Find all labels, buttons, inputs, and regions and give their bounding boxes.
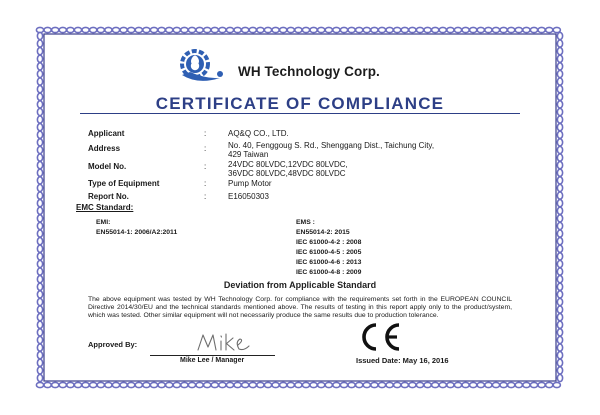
border-link xyxy=(557,139,562,146)
border-link xyxy=(264,382,271,387)
border-link xyxy=(295,382,302,387)
border-link xyxy=(401,382,408,387)
gear-drop-logo-icon xyxy=(176,45,242,83)
border-link xyxy=(234,382,241,387)
border-link xyxy=(333,382,340,387)
border-link xyxy=(477,382,484,387)
border-link xyxy=(318,382,325,387)
border-link xyxy=(454,27,461,32)
border-link xyxy=(204,382,211,387)
border-link xyxy=(557,215,562,222)
border-link xyxy=(37,32,42,39)
border-link xyxy=(348,27,355,32)
border-link xyxy=(37,222,42,229)
signature-text: Mike xyxy=(194,330,197,331)
border-link xyxy=(302,382,309,387)
deviation-heading: Deviation from Applicable Standard xyxy=(223,280,377,290)
border-link xyxy=(74,27,81,32)
border-link xyxy=(37,139,42,146)
border-chain-top xyxy=(36,27,560,32)
border-link xyxy=(557,78,562,85)
border-link xyxy=(302,27,309,32)
border-link xyxy=(37,169,42,176)
border-link xyxy=(112,382,119,387)
border-link xyxy=(557,367,562,374)
border-link xyxy=(318,27,325,32)
border-link xyxy=(557,336,562,343)
border-link xyxy=(90,382,97,387)
border-link xyxy=(557,55,562,62)
border-link xyxy=(557,298,562,305)
ce-mark-text: CE xyxy=(356,322,358,323)
border-link xyxy=(37,184,42,191)
border-link xyxy=(37,230,42,237)
border-link xyxy=(37,291,42,298)
border-link xyxy=(196,27,203,32)
border-link xyxy=(470,382,477,387)
border-link xyxy=(181,27,188,32)
border-link xyxy=(97,27,104,32)
border-link xyxy=(166,27,173,32)
border-link xyxy=(226,27,233,32)
border-link xyxy=(37,268,42,275)
border-link xyxy=(557,70,562,77)
signer-name: Mike Lee / Manager xyxy=(180,357,245,364)
border-link xyxy=(120,27,127,32)
border-link xyxy=(52,27,59,32)
border-link xyxy=(37,298,42,305)
border-link xyxy=(409,382,416,387)
border-link xyxy=(416,27,423,32)
ems-standard: IEC 61000-4-8 : 2009 xyxy=(296,269,362,276)
border-link xyxy=(439,382,446,387)
border-link xyxy=(557,116,562,123)
border-link xyxy=(530,27,537,32)
border-link xyxy=(462,382,469,387)
border-link xyxy=(394,27,401,32)
border-link xyxy=(492,382,499,387)
border-link xyxy=(340,382,347,387)
border-link xyxy=(44,27,51,32)
title-underline xyxy=(80,113,520,114)
border-link xyxy=(447,382,454,387)
border-link xyxy=(112,27,119,32)
border-link xyxy=(557,344,562,351)
border-link xyxy=(295,27,302,32)
border-link xyxy=(492,27,499,32)
border-link xyxy=(257,382,264,387)
emc-standard-heading: EMC Standard: xyxy=(76,203,134,212)
border-link xyxy=(36,382,43,387)
border-link xyxy=(97,382,104,387)
border-link xyxy=(37,238,42,245)
applicant-colon: : xyxy=(204,129,207,138)
border-link xyxy=(280,27,287,32)
border-link xyxy=(557,374,562,381)
border-link xyxy=(439,27,446,32)
border-link xyxy=(348,382,355,387)
border-link xyxy=(557,146,562,153)
border-link xyxy=(310,382,317,387)
border-link xyxy=(557,154,562,161)
border-link xyxy=(287,382,294,387)
border-link xyxy=(363,382,370,387)
border-link xyxy=(557,321,562,328)
border-link xyxy=(371,382,378,387)
border-link xyxy=(462,27,469,32)
border-link xyxy=(37,352,42,359)
border-link xyxy=(356,382,363,387)
border-link xyxy=(447,27,454,32)
border-link xyxy=(557,207,562,214)
border-link xyxy=(37,306,42,313)
border-link xyxy=(211,382,218,387)
border-link xyxy=(37,162,42,169)
border-link xyxy=(557,352,562,359)
border-link xyxy=(249,27,256,32)
border-link xyxy=(242,27,249,32)
ems-standard: IEC 61000-4-5 : 2005 xyxy=(296,249,362,256)
emi-standard: EN55014-1: 2006/A2:2011 xyxy=(96,229,178,236)
border-link xyxy=(59,382,66,387)
border-link xyxy=(37,321,42,328)
border-link xyxy=(500,27,507,32)
certificate-title: CERTIFICATE OF COMPLIANCE xyxy=(155,94,445,113)
border-link xyxy=(470,27,477,32)
border-link xyxy=(424,27,431,32)
border-chain-left xyxy=(37,32,42,381)
border-link xyxy=(557,184,562,191)
border-link xyxy=(557,124,562,131)
border-link xyxy=(557,291,562,298)
border-link xyxy=(188,27,195,32)
border-link xyxy=(37,70,42,77)
border-link xyxy=(557,177,562,184)
border-link xyxy=(546,27,553,32)
border-link xyxy=(485,382,492,387)
issued-date: Issued Date: May 16, 2016 xyxy=(356,356,449,365)
border-link xyxy=(37,374,42,381)
border-link xyxy=(37,359,42,366)
border-link xyxy=(557,131,562,138)
border-link xyxy=(37,215,42,222)
border-link xyxy=(546,382,553,387)
address-colon: : xyxy=(204,144,207,153)
border-link xyxy=(557,268,562,275)
border-link xyxy=(272,27,279,32)
border-link xyxy=(37,116,42,123)
approved-by-label: Approved By: xyxy=(88,340,138,349)
ems-standard: IEC 61000-4-2 : 2008 xyxy=(296,239,362,246)
ems-standard: EN55014-2: 2015 xyxy=(296,229,350,236)
applicant-label: Applicant xyxy=(88,129,125,138)
ems-standard: IEC 61000-4-6 : 2013 xyxy=(296,259,362,266)
border-link xyxy=(37,55,42,62)
border-link xyxy=(386,27,393,32)
border-link xyxy=(37,146,42,153)
border-link xyxy=(173,27,180,32)
border-link xyxy=(325,382,332,387)
border-link xyxy=(37,200,42,207)
border-link xyxy=(67,27,74,32)
border-link xyxy=(557,238,562,245)
border-link xyxy=(44,382,51,387)
border-link xyxy=(37,86,42,93)
border-link xyxy=(557,40,562,47)
equipment-colon: : xyxy=(204,179,207,188)
border-link xyxy=(181,382,188,387)
border-link xyxy=(557,329,562,336)
border-link xyxy=(37,48,42,55)
border-link xyxy=(59,27,66,32)
address-value-line1: No. 40, Fenggoug S. Rd., Shenggang Dist., Taichung City, xyxy=(228,141,435,150)
report-label: Report No. xyxy=(88,192,129,201)
applicant-value: AQ&Q CO., LTD. xyxy=(228,129,289,138)
border-link xyxy=(401,27,408,32)
border-link xyxy=(82,382,89,387)
border-link xyxy=(515,382,522,387)
border-link xyxy=(416,382,423,387)
border-link xyxy=(557,162,562,169)
model-value-line1: 24VDC 80LVDC,12VDC 80LVDC, xyxy=(228,160,348,169)
border-link xyxy=(340,27,347,32)
border-link xyxy=(378,27,385,32)
border-link xyxy=(409,27,416,32)
border-chain-right xyxy=(557,32,562,381)
model-value-line2: 36VDC 80LVDC,48VDC 80LVDC xyxy=(228,169,346,178)
border-link xyxy=(204,27,211,32)
address-value-line2: 429 Taiwan xyxy=(228,150,269,159)
border-link xyxy=(333,27,340,32)
border-link xyxy=(264,27,271,32)
border-link xyxy=(143,382,150,387)
border-link xyxy=(538,27,545,32)
border-link xyxy=(188,382,195,387)
border-link xyxy=(477,27,484,32)
border-link xyxy=(508,27,515,32)
border-link xyxy=(242,382,249,387)
border-link xyxy=(37,78,42,85)
border-link xyxy=(249,382,256,387)
border-link xyxy=(158,27,165,32)
border-link xyxy=(557,192,562,199)
border-link xyxy=(557,359,562,366)
emi-label: EMI: xyxy=(96,219,111,226)
company-name: WH Technology Corp. xyxy=(238,64,380,79)
report-value: E16050303 xyxy=(228,192,269,201)
border-link xyxy=(557,200,562,207)
border-link xyxy=(280,382,287,387)
border-link xyxy=(557,306,562,313)
border-link xyxy=(135,382,142,387)
border-link xyxy=(363,27,370,32)
border-link xyxy=(371,27,378,32)
border-link xyxy=(508,382,515,387)
border-link xyxy=(37,131,42,138)
border-link xyxy=(557,32,562,39)
border-link xyxy=(37,207,42,214)
border-link xyxy=(37,192,42,199)
model-colon: : xyxy=(204,162,207,171)
border-link xyxy=(515,27,522,32)
border-link xyxy=(310,27,317,32)
border-link xyxy=(67,382,74,387)
border-chain-bottom xyxy=(36,382,560,387)
border-link xyxy=(105,382,112,387)
border-link xyxy=(378,382,385,387)
border-link xyxy=(557,48,562,55)
border-link xyxy=(105,27,112,32)
border-link xyxy=(196,382,203,387)
border-link xyxy=(37,344,42,351)
border-link xyxy=(234,27,241,32)
border-link xyxy=(143,27,150,32)
border-link xyxy=(424,382,431,387)
border-link xyxy=(553,382,560,387)
border-link xyxy=(394,382,401,387)
border-link xyxy=(557,260,562,267)
border-link xyxy=(211,27,218,32)
border-link xyxy=(325,27,332,32)
border-link xyxy=(37,336,42,343)
border-link xyxy=(128,27,135,32)
border-link xyxy=(356,27,363,32)
equipment-label: Type of Equipment xyxy=(88,179,160,188)
border-link xyxy=(173,382,180,387)
border-link xyxy=(37,367,42,374)
border-link xyxy=(90,27,97,32)
border-link xyxy=(557,253,562,260)
border-link xyxy=(530,382,537,387)
border-link xyxy=(557,63,562,70)
border-link xyxy=(74,382,81,387)
border-link xyxy=(557,314,562,321)
border-link xyxy=(432,27,439,32)
border-link xyxy=(120,382,127,387)
compliance-statement: The above equipment was tested by WH Technology Corp. for compliance with the requirements set forth in the EUROPEAN COUNCIL Directive 2014/30/EU and the technical standards mentioned above. The results of testing in this report apply only to the product/system, which was tested. Other similar equipment will not necessarily produce the same results due to production tolerance. xyxy=(88,296,512,320)
border-link xyxy=(557,86,562,93)
border-link xyxy=(37,253,42,260)
border-link xyxy=(272,382,279,387)
ce-mark-icon xyxy=(356,322,402,352)
border-link xyxy=(557,245,562,252)
border-link xyxy=(37,154,42,161)
border-link xyxy=(538,382,545,387)
border-link xyxy=(432,382,439,387)
signature-line xyxy=(150,355,275,356)
border-link xyxy=(128,382,135,387)
handwritten-signature xyxy=(194,330,264,354)
border-link xyxy=(150,382,157,387)
border-link xyxy=(219,27,226,32)
border-link xyxy=(523,382,530,387)
model-label: Model No. xyxy=(88,162,127,171)
border-link xyxy=(135,27,142,32)
border-link xyxy=(454,382,461,387)
border-link xyxy=(386,382,393,387)
border-link xyxy=(37,329,42,336)
border-link xyxy=(219,382,226,387)
equipment-value: Pump Motor xyxy=(228,179,272,188)
address-label: Address xyxy=(88,144,121,153)
border-link xyxy=(37,124,42,131)
border-link xyxy=(37,177,42,184)
border-link xyxy=(37,260,42,267)
border-link xyxy=(37,314,42,321)
border-link xyxy=(557,222,562,229)
border-link xyxy=(557,169,562,176)
border-link xyxy=(287,27,294,32)
border-link xyxy=(52,382,59,387)
border-link xyxy=(485,27,492,32)
border-link xyxy=(37,63,42,70)
border-link xyxy=(37,40,42,47)
border-link xyxy=(166,382,173,387)
ems-label: EMS : xyxy=(296,219,315,226)
border-link xyxy=(226,382,233,387)
border-link xyxy=(150,27,157,32)
border-link xyxy=(82,27,89,32)
border-link xyxy=(557,230,562,237)
border-link xyxy=(257,27,264,32)
border-link xyxy=(500,382,507,387)
border-link xyxy=(37,245,42,252)
report-colon: : xyxy=(204,192,207,201)
border-link xyxy=(158,382,165,387)
border-link xyxy=(523,27,530,32)
